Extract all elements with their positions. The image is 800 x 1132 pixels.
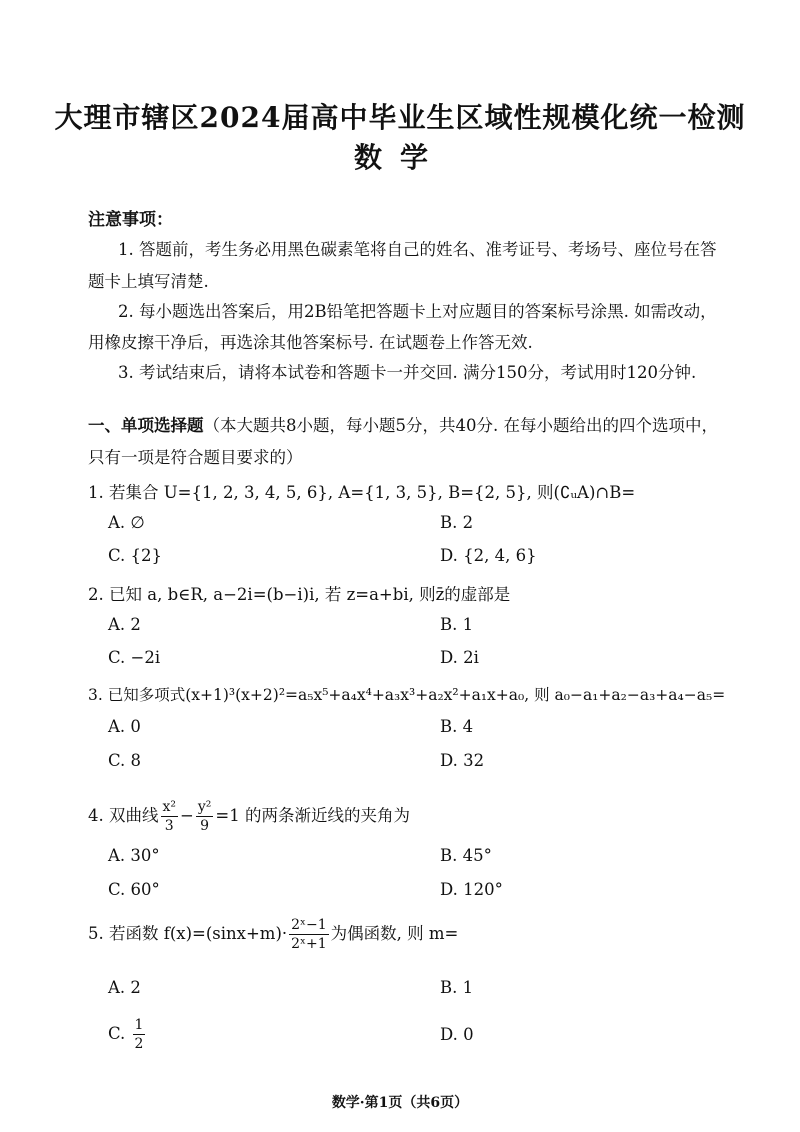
- q1-option-d: D. {2, 4, 6}: [440, 546, 537, 565]
- question-4-stem-post: =1 的两条渐近线的夹角为: [215, 806, 410, 825]
- notice-heading: 注意事项：: [88, 210, 173, 230]
- q5-option-d: D. 0: [440, 1025, 474, 1044]
- q1-option-c: C. {2}: [108, 546, 163, 565]
- q4-option-c: C. 60°: [108, 880, 160, 899]
- question-5-stem-pre: 若函数 f(x)=(sinx+m)·: [109, 924, 288, 943]
- q5-option-b: B. 1: [440, 978, 474, 997]
- q3-option-a: A. 0: [108, 717, 141, 736]
- q2-option-a: A. 2: [108, 615, 141, 634]
- notice-item-2-line1: 2. 每小题选出答案后，用2B铅笔把答题卡上对应题目的答案标号涂黑. 如需改动，: [118, 302, 717, 321]
- q4-minus: −: [180, 806, 194, 825]
- section1-desc2: 只有一项是符合题目要求的）: [88, 448, 303, 467]
- q4-fraction-x: [161, 800, 179, 833]
- question-1: [88, 479, 635, 503]
- question-1-number: 1.: [88, 483, 104, 502]
- q1-option-b: B. 2: [440, 513, 474, 532]
- q1-option-a: A. ∅: [108, 513, 145, 532]
- q3-option-c: C. 8: [108, 751, 142, 770]
- question-3: [88, 683, 725, 705]
- section1-heading: 一、单项选择题: [88, 416, 204, 435]
- subject-title: 数学: [353, 141, 446, 174]
- q3-option-b: B. 4: [440, 717, 474, 736]
- question-4-stem-pre: 双曲线: [109, 806, 159, 825]
- q2-option-d: D. 2i: [440, 648, 479, 667]
- question-5: [88, 918, 458, 951]
- question-3-number: 3.: [88, 686, 103, 704]
- page-footer: 数学·第1页（共6页）: [331, 1095, 469, 1111]
- q4-frac1-den: 3: [164, 818, 174, 834]
- exam-title: 大理市辖区2024届高中毕业生区域性规模化统一检测: [54, 101, 746, 134]
- question-5-stem-post: 为偶函数, 则 m=: [330, 924, 459, 943]
- notice-item-2-line2: 用橡皮擦干净后，再选涂其他答案标号. 在试题卷上作答无效.: [88, 333, 533, 352]
- notice-item-3-line1: 3. 考试结束后，请将本试卷和答题卡一并交回. 满分150分，考试用时120分钟.: [118, 363, 697, 382]
- q4-option-d: D. 120°: [440, 880, 503, 899]
- question-5-number: 5.: [88, 924, 104, 943]
- notice-item-1-line1: 1. 答题前，考生务必用黑色碳素笔将自己的姓名、准考证号、考场号、座位号在答: [118, 240, 717, 259]
- section1-line1: [88, 412, 718, 436]
- q5-option-c: [108, 1018, 147, 1051]
- q5-option-c-num: 1: [134, 1017, 144, 1033]
- question-4: [88, 800, 410, 833]
- notice-item-1-line2: 题卡上填写清楚.: [88, 272, 209, 291]
- section1-desc1: （本大题共8小题，每小题5分，共40分. 在每小题给出的四个选项中，: [203, 416, 718, 435]
- question-2: [88, 581, 510, 605]
- q4-frac2-den: 9: [200, 818, 210, 834]
- q5-option-c-den: 2: [134, 1036, 144, 1052]
- q5-frac-den: 2ˣ+1: [291, 936, 327, 952]
- q5-fraction: [289, 918, 328, 951]
- q4-frac2-num: y²: [197, 799, 212, 815]
- q3-option-d: D. 32: [440, 751, 485, 770]
- q5-option-c-label: C.: [108, 1024, 126, 1043]
- q4-frac1-num: x²: [162, 799, 177, 815]
- q4-fraction-y: [196, 800, 214, 833]
- q5-option-a: A. 2: [108, 978, 141, 997]
- question-3-stem: 已知多项式(x+1)³(x+2)²=a₅x⁵+a₄x⁴+a₃x³+a₂x²+a₁x+a₀, 则 a₀−a₁+a₂−a₃+a₄−a₅=: [107, 686, 726, 704]
- question-2-number: 2.: [88, 585, 104, 604]
- q5-option-c-fraction: [133, 1018, 146, 1051]
- q2-option-b: B. 1: [440, 615, 474, 634]
- q4-option-b: B. 45°: [440, 846, 492, 865]
- question-2-stem: 已知 a, b∈R, a−2i=(b−i)i, 若 z=a+bi, 则z̄的虚部是: [109, 585, 511, 604]
- question-4-number: 4.: [88, 806, 104, 825]
- q2-option-c: C. −2i: [108, 648, 161, 667]
- q5-frac-num: 2ˣ−1: [291, 917, 327, 933]
- question-1-stem: 若集合 U={1, 2, 3, 4, 5, 6}, A={1, 3, 5}, B={2, 5}, 则(∁ᵤA)∩B=: [109, 483, 636, 502]
- q4-option-a: A. 30°: [108, 846, 160, 865]
